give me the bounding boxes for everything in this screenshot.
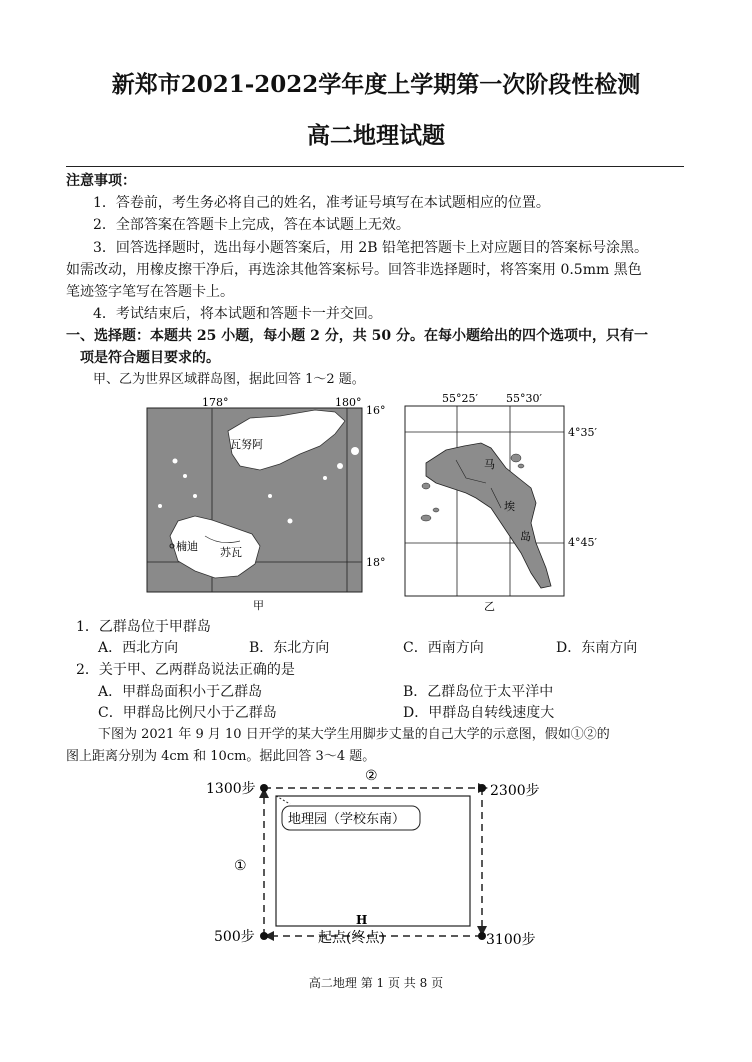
- gate-symbol: H: [356, 913, 368, 927]
- map-jia: [140, 396, 390, 614]
- note-item-2: 2．全部答案在答题卡上完成，答在本试题上无效。: [93, 217, 410, 233]
- note-item-3-cont2: 笔迹签字笔写在答题卡上。: [66, 284, 234, 300]
- island-label: 瓦努阿: [230, 438, 263, 451]
- city-label-1: 楠迪: [176, 540, 198, 553]
- corner-dot-br: [478, 932, 486, 940]
- q2-option-b: B．乙群岛位于太平洋中: [403, 684, 554, 700]
- island-char-2: 埃: [504, 500, 515, 513]
- map-yi: [396, 388, 621, 614]
- corner-dot-tl: [260, 784, 268, 792]
- lon-label-1: 178°: [202, 396, 229, 409]
- steps-top-right: 2300步: [490, 783, 540, 799]
- lat-label-1: 16°: [366, 404, 386, 417]
- note-item-3-cont: 如需改动，用橡皮擦干净后，再选涂其他答案标号。回答非选择题时，将答案用 0.5mm 黑色: [66, 262, 642, 278]
- section-heading-cont: 项是符合题目要求的。: [80, 350, 220, 366]
- island-char-1: 马: [484, 458, 495, 471]
- segment-mark-2: ②: [365, 768, 378, 784]
- note-item-4: 4．考试结束后，将本试题和答题卡一并交回。: [93, 306, 382, 322]
- lon-label-2: 55°30′: [506, 392, 542, 405]
- note-item-3: 3．回答选择题时，选出每小题答案后，用 2B 铅笔把答题卡上对应题目的答案标号涂黑。: [93, 240, 649, 256]
- corner-dot-bl: [260, 932, 268, 940]
- q2-option-c: C．甲群岛比例尺小于乙群岛: [98, 705, 277, 721]
- island-char-3: 岛: [520, 530, 531, 543]
- geo-garden-label: 地理园（学校东南）: [288, 812, 406, 827]
- steps-bottom-right: 3100步: [486, 932, 536, 948]
- passage-line-2: 图上距离分别为 4cm 和 10cm。据此回答 3～4 题。: [66, 749, 376, 764]
- city-label-2: 苏瓦: [220, 546, 242, 559]
- notes-heading: 注意事项：: [66, 173, 136, 189]
- map-yi-caption: 乙: [484, 600, 495, 613]
- passage-line-1: 下图为 2021 年 9 月 10 日开学的某大学生用脚步丈量的自己大学的示意图，假如①②的: [98, 727, 610, 742]
- lat-label-2: 18°: [366, 556, 386, 569]
- q2-option-a: A．甲群岛面积小于乙群岛: [98, 684, 263, 700]
- q1-option-c: C．西南方向: [403, 640, 484, 656]
- q1-option-b: B．东北方向: [249, 640, 330, 656]
- lat-label-2: 4°45′: [568, 536, 597, 549]
- note-item-1: 1．答卷前，考生务必将自己的姓名，准考证号填写在本试题相应的位置。: [93, 195, 550, 211]
- exam-subtitle: 高二地理试题: [307, 122, 445, 149]
- section-heading: 一、选择题：本题共 25 小题，每小题 2 分，共 50 分。在每小题给出的四个选项中，只有一: [66, 328, 648, 344]
- exam-title: 新郑市2021-2022学年度上学期第一次阶段性检测: [111, 71, 641, 98]
- lon-label-1: 55°25′: [442, 392, 478, 405]
- q2-option-d: D．甲群岛自转线速度大: [403, 705, 555, 721]
- lon-label-2: 180°: [335, 396, 362, 409]
- question-2-stem: 2．关于甲、乙两群岛说法正确的是: [76, 662, 295, 678]
- segment-mark-1: ①: [234, 858, 247, 874]
- q1-option-d: D．东南方向: [556, 640, 638, 656]
- walk-diagram: [200, 768, 560, 954]
- question-1-stem: 1．乙群岛位于甲群岛: [76, 619, 211, 635]
- steps-bottom-left: 500步: [214, 929, 255, 945]
- steps-top-left: 1300步: [206, 781, 256, 797]
- q1-option-a: A．西北方向: [98, 640, 179, 656]
- page-footer: 高二地理 第 1 页 共 8 页: [308, 976, 444, 990]
- map-jia-caption: 甲: [253, 599, 264, 612]
- map-intro: 甲、乙为世界区域群岛图，据此回答 1～2 题。: [93, 372, 365, 387]
- start-end-label: 起点(终点): [318, 930, 385, 946]
- lat-label-1: 4°35′: [568, 426, 597, 439]
- corner-dot-tr: [478, 784, 486, 792]
- header-rule: [66, 166, 684, 167]
